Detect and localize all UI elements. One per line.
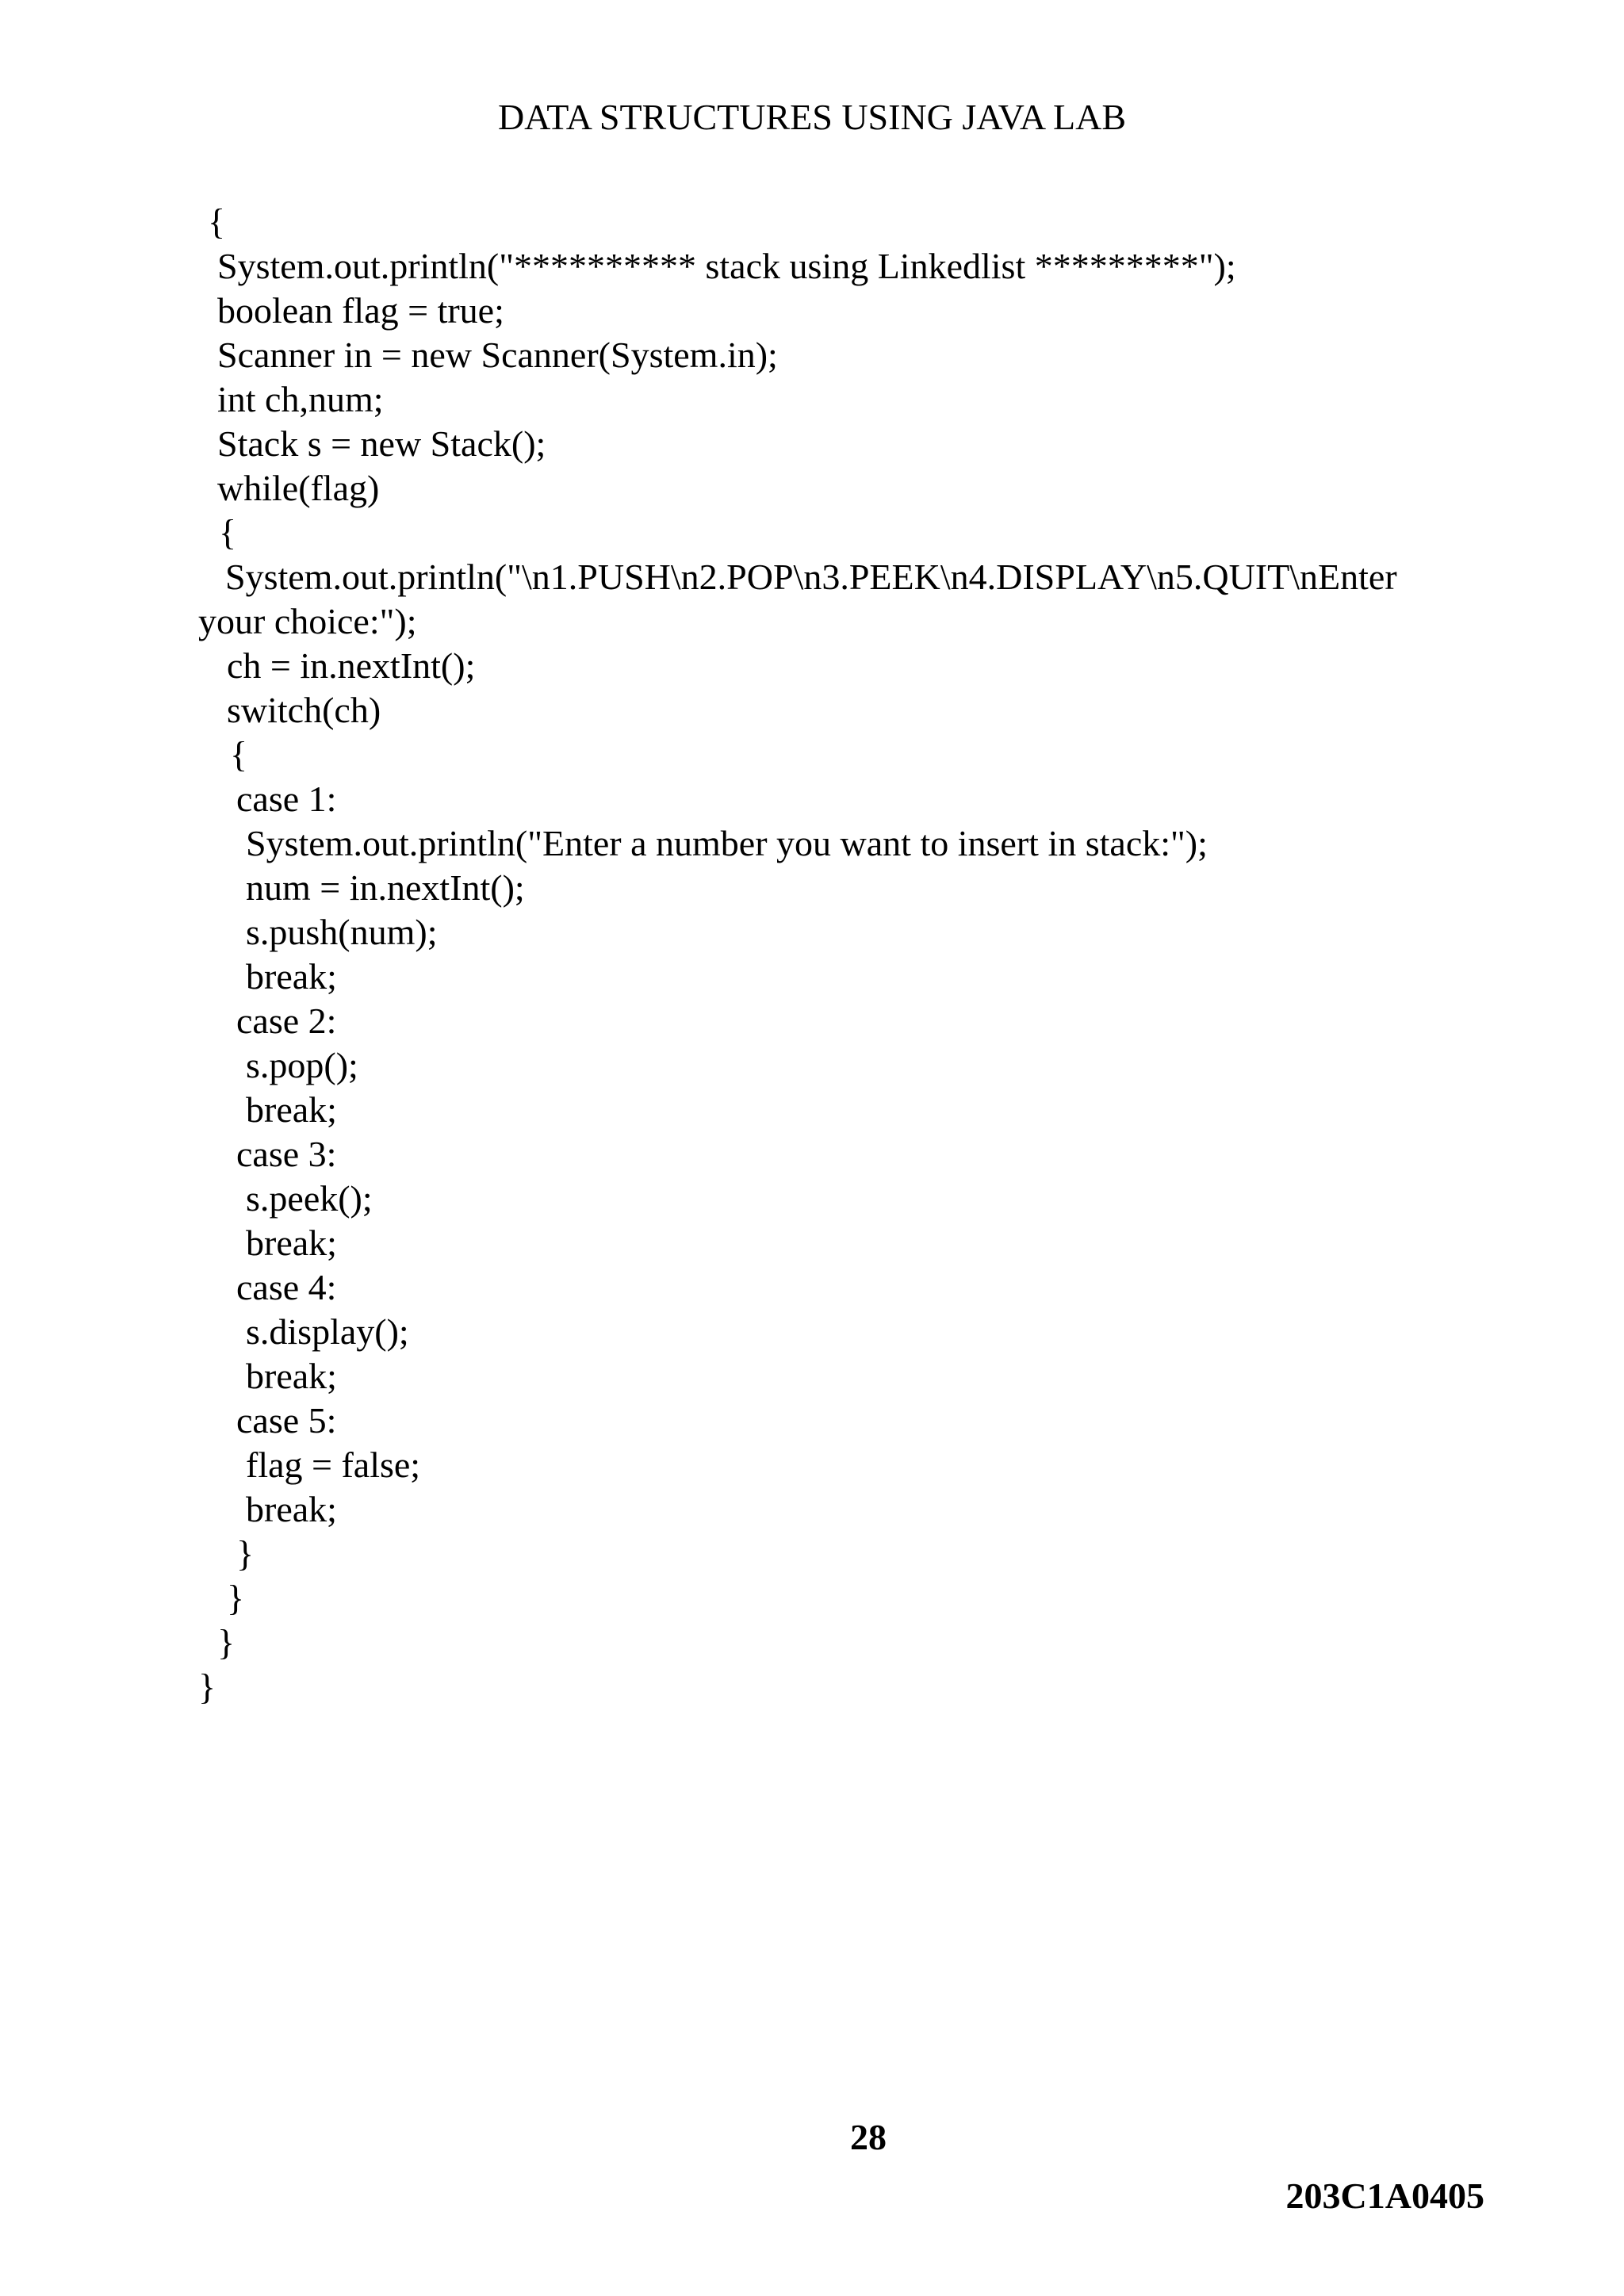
- code-line: {: [230, 734, 248, 775]
- code-line: int ch,num;: [217, 379, 384, 419]
- page-header-title: DATA STRUCTURES USING JAVA LAB: [497, 97, 1127, 137]
- code-line: s.peek();: [246, 1178, 373, 1219]
- roll-number: 203C1A0405: [1285, 2175, 1484, 2216]
- code-line: case 5:: [236, 1400, 337, 1441]
- code-line: Stack s = new Stack();: [217, 423, 546, 464]
- code-line: case 3:: [236, 1134, 337, 1174]
- code-line: break;: [246, 1089, 337, 1130]
- code-line: s.pop();: [246, 1045, 358, 1085]
- code-line: s.display();: [246, 1311, 409, 1352]
- code-line: }: [198, 1667, 216, 1707]
- code-line: break;: [246, 956, 337, 997]
- code-line: num = in.nextInt();: [246, 867, 525, 908]
- code-line: case 1:: [236, 779, 337, 819]
- code-line: break;: [246, 1356, 337, 1396]
- code-line: System.out.println("\n1.PUSH\n2.POP\n3.PEEK\n4.DISPLAY\n5.QUIT\nEnter: [225, 557, 1397, 597]
- code-line: switch(ch): [227, 690, 381, 730]
- code-line: Scanner in = new Scanner(System.in);: [217, 335, 778, 375]
- code-line: your choice:");: [198, 601, 417, 641]
- code-line: System.out.println("Enter a number you want to insert in stack:");: [246, 823, 1208, 863]
- page-number: 28: [850, 2117, 887, 2157]
- code-line: case 4:: [236, 1267, 337, 1307]
- code-line: }: [227, 1578, 245, 1618]
- code-line: {: [208, 201, 226, 242]
- code-line: ch = in.nextInt();: [227, 645, 476, 686]
- code-line: System.out.println("********** stack using Linkedlist *********");: [217, 246, 1236, 286]
- code-line: while(flag): [217, 468, 380, 508]
- code-line: boolean flag = true;: [217, 290, 504, 331]
- code-line: {: [219, 512, 237, 553]
- code-line: }: [236, 1533, 255, 1574]
- code-line: }: [217, 1622, 236, 1663]
- code-line: break;: [246, 1223, 337, 1263]
- code-line: case 2:: [236, 1001, 337, 1041]
- code-line: flag = false;: [246, 1445, 421, 1485]
- code-line: break;: [246, 1489, 337, 1529]
- code-line: s.push(num);: [246, 912, 438, 952]
